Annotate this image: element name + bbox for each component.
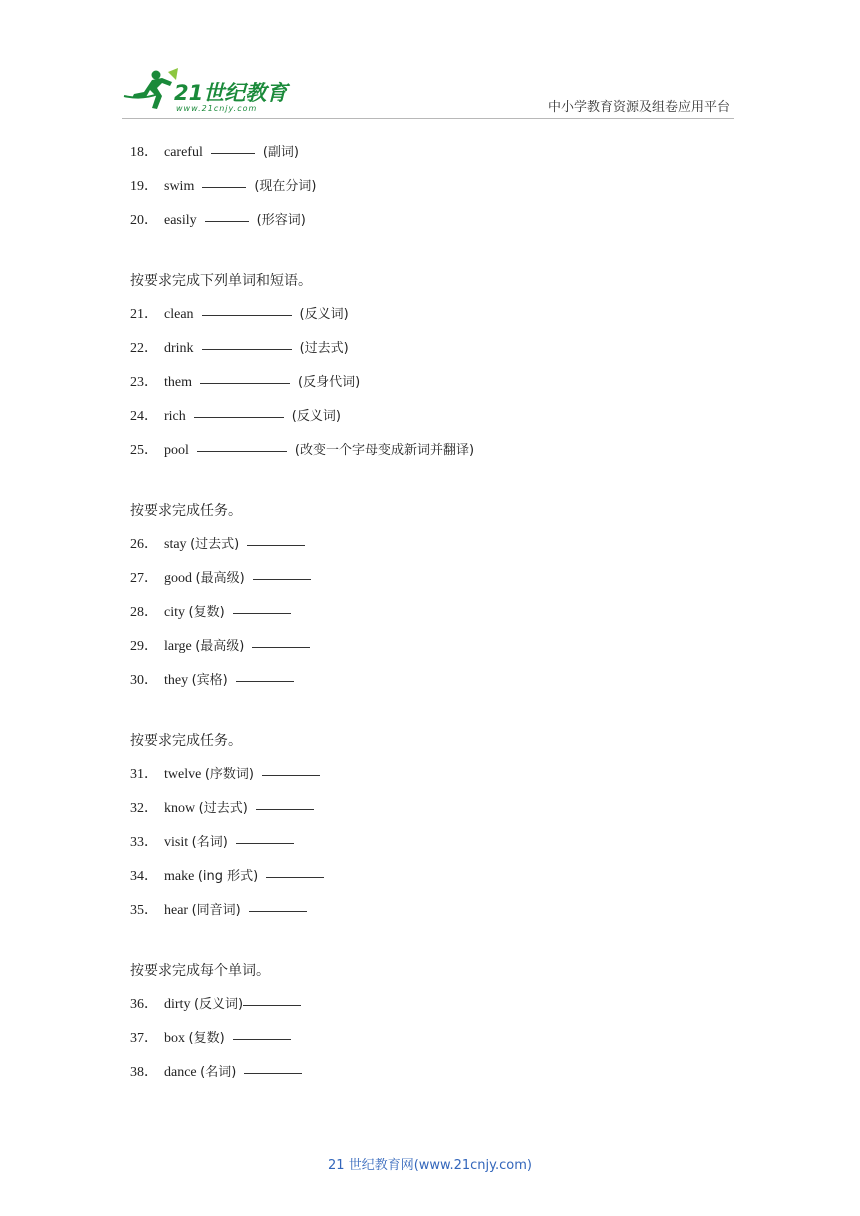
- answer-blank[interactable]: [233, 595, 291, 614]
- answer-blank[interactable]: [211, 135, 255, 154]
- exercise-section: [130, 954, 750, 1090]
- item-word: twelve: [164, 767, 202, 782]
- answer-blank[interactable]: [202, 331, 292, 350]
- item-number: 24．: [130, 409, 158, 424]
- item-hint: (现在分词): [254, 179, 317, 194]
- exercise-section: [130, 494, 750, 698]
- item-number: 32．: [130, 801, 158, 816]
- exercise-content: [130, 136, 750, 1090]
- platform-name: 中小学教育资源及组卷应用平台: [547, 100, 730, 115]
- exercise-item: [130, 332, 750, 366]
- item-number: 27．: [130, 571, 158, 586]
- exercise-item: [130, 170, 750, 204]
- exercise-item: [130, 562, 750, 596]
- item-hint: (改变一个字母变成新词并翻译): [294, 443, 475, 458]
- section-instruction: 按要求完成每个单词。: [130, 963, 270, 979]
- item-hint: (最高级): [195, 639, 245, 654]
- item-number: 22．: [130, 341, 158, 356]
- page-header: [0, 0, 860, 124]
- exercise-item: [130, 204, 750, 238]
- item-hint: (序数词): [204, 767, 254, 782]
- item-number: 37．: [130, 1031, 158, 1046]
- exercise-item: [130, 366, 750, 400]
- exercise-item: [130, 664, 750, 698]
- answer-blank[interactable]: [249, 893, 307, 912]
- item-word: they: [164, 673, 189, 688]
- item-word: large: [164, 639, 192, 654]
- item-number: 36．: [130, 997, 158, 1012]
- item-number: 33．: [130, 835, 158, 850]
- exercise-section: [130, 264, 750, 468]
- item-hint: (同音词): [191, 903, 241, 918]
- item-hint: (反义词): [193, 997, 244, 1012]
- item-number: 35．: [130, 903, 158, 918]
- item-hint: (过去式): [299, 341, 349, 356]
- item-word: city: [164, 605, 185, 620]
- item-hint: (过去式): [190, 537, 240, 552]
- item-word: dirty: [164, 997, 191, 1012]
- item-hint: (名词): [191, 835, 228, 850]
- answer-blank[interactable]: [202, 297, 292, 316]
- item-word: hear: [164, 903, 189, 918]
- exercise-item: [130, 988, 750, 1022]
- item-hint: (名词): [200, 1065, 237, 1080]
- logo-url: www.21cnjy.com: [176, 104, 258, 113]
- header-divider: [122, 118, 734, 119]
- item-word: box: [164, 1031, 185, 1046]
- item-hint: (复数): [188, 605, 225, 620]
- exercise-item: [130, 136, 750, 170]
- item-number: 30．: [130, 673, 158, 688]
- logo-text: 21世纪教育: [174, 81, 288, 105]
- item-hint: (最高级): [195, 571, 245, 586]
- answer-blank[interactable]: [200, 365, 290, 384]
- exercise-item: [130, 528, 750, 562]
- exercise-item: [130, 630, 750, 664]
- exercise-item: [130, 792, 750, 826]
- item-word: clean: [164, 307, 194, 322]
- item-word: easily: [164, 213, 197, 228]
- answer-blank[interactable]: [197, 433, 287, 452]
- answer-blank[interactable]: [244, 1055, 302, 1074]
- item-number: 29．: [130, 639, 158, 654]
- answer-blank[interactable]: [252, 629, 310, 648]
- answer-blank[interactable]: [266, 859, 324, 878]
- item-hint: (复数): [188, 1031, 225, 1046]
- exercise-section: [130, 136, 750, 238]
- item-number: 21．: [130, 307, 158, 322]
- exercise-section: [130, 724, 750, 928]
- item-hint: (反义词): [299, 307, 349, 322]
- item-hint: (宾格): [191, 673, 228, 688]
- answer-blank[interactable]: [243, 987, 301, 1006]
- exercise-item: [130, 1022, 750, 1056]
- answer-blank[interactable]: [202, 169, 246, 188]
- answer-blank[interactable]: [256, 791, 314, 810]
- item-hint: (反身代词): [298, 375, 361, 390]
- answer-blank[interactable]: [205, 203, 249, 222]
- item-word: swim: [164, 179, 195, 194]
- exercise-item: [130, 400, 750, 434]
- item-word: stay: [164, 537, 187, 552]
- exercise-item: [130, 596, 750, 630]
- item-number: 25．: [130, 443, 158, 458]
- answer-blank[interactable]: [194, 399, 284, 418]
- item-number: 26．: [130, 537, 158, 552]
- item-number: 38．: [130, 1065, 158, 1080]
- exercise-item: [130, 1056, 750, 1090]
- item-word: dance: [164, 1065, 197, 1080]
- item-number: 28．: [130, 605, 158, 620]
- answer-blank[interactable]: [236, 663, 294, 682]
- exercise-item: [130, 758, 750, 792]
- item-number: 18．: [130, 145, 158, 160]
- answer-blank[interactable]: [247, 527, 305, 546]
- exercise-item: [130, 826, 750, 860]
- item-hint: (反义词): [291, 409, 341, 424]
- item-number: 20．: [130, 213, 158, 228]
- item-hint: (过去式): [198, 801, 248, 816]
- item-word: drink: [164, 341, 194, 356]
- exercise-item: [130, 298, 750, 332]
- item-hint: (形容词): [256, 213, 306, 228]
- item-word: good: [164, 571, 192, 586]
- exercise-item: [130, 894, 750, 928]
- section-instruction: 按要求完成任务。: [130, 733, 242, 749]
- section-instruction: 按要求完成下列单词和短语。: [130, 273, 312, 289]
- item-number: 34．: [130, 869, 158, 884]
- item-word: visit: [164, 835, 189, 850]
- item-word: know: [164, 801, 196, 816]
- page-footer[interactable]: 21 世纪教育网(www.21cnjy.com): [328, 1158, 532, 1173]
- answer-blank[interactable]: [233, 1021, 291, 1040]
- item-number: 19．: [130, 179, 158, 194]
- answer-blank[interactable]: [262, 757, 320, 776]
- exercise-item: [130, 860, 750, 894]
- item-hint: (副词): [262, 145, 300, 160]
- section-instruction: 按要求完成任务。: [130, 503, 242, 519]
- answer-blank[interactable]: [253, 561, 311, 580]
- item-hint: (ing 形式): [197, 869, 259, 884]
- item-word: pool: [164, 443, 189, 458]
- item-number: 31．: [130, 767, 158, 782]
- 21cnjy-logo: [122, 66, 292, 116]
- item-word: careful: [164, 145, 203, 160]
- item-word: them: [164, 375, 192, 390]
- exercise-item: [130, 434, 750, 468]
- answer-blank[interactable]: [236, 825, 294, 844]
- item-word: rich: [164, 409, 186, 424]
- item-number: 23．: [130, 375, 158, 390]
- item-word: make: [164, 869, 195, 884]
